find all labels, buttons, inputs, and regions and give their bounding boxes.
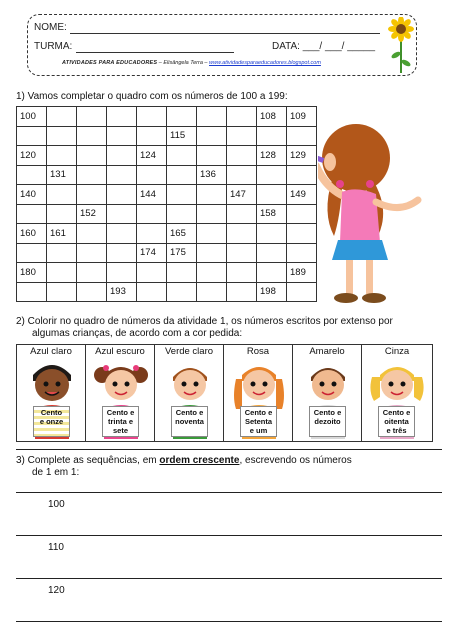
- credits: [62, 60, 321, 66]
- grid-cell[interactable]: [17, 126, 47, 146]
- number-sign: [102, 406, 139, 437]
- grid-cell[interactable]: 120: [17, 146, 47, 166]
- grid-cell[interactable]: [47, 146, 77, 166]
- grid-cell[interactable]: 174: [137, 243, 167, 263]
- kid-card-azul-escuro: [86, 345, 155, 441]
- grid-cell[interactable]: [137, 204, 167, 224]
- grid-cell[interactable]: 109: [287, 107, 317, 127]
- sign-line-2: e onze: [39, 417, 64, 426]
- grid-row: [17, 282, 317, 302]
- grid-cell[interactable]: 100: [17, 107, 47, 127]
- sign-line-3: sete: [112, 426, 128, 435]
- number-grid: [16, 106, 317, 302]
- color-label: Azul escuro: [95, 346, 145, 357]
- kid-card-cinza: [362, 345, 432, 441]
- grid-cell[interactable]: 124: [137, 146, 167, 166]
- sign-line-1: Cento e: [382, 408, 411, 417]
- girl-drawing-illustration: [318, 118, 430, 308]
- grid-cell[interactable]: 180: [17, 263, 47, 283]
- color-label: Amarelo: [309, 346, 345, 357]
- grid-row: [17, 146, 317, 166]
- nome-field[interactable]: [70, 33, 380, 34]
- grid-cell[interactable]: 158: [257, 204, 287, 224]
- question-1-text: 1) Vamos completar o quadro com os números de 100 a 199:: [16, 91, 288, 102]
- grid-row: [17, 243, 317, 263]
- grid-row: [17, 165, 317, 185]
- sequence-start-1: 100: [48, 499, 65, 510]
- grid-cell[interactable]: [47, 107, 77, 127]
- grid-cell[interactable]: [197, 126, 227, 146]
- grid-cell[interactable]: [167, 165, 197, 185]
- grid-cell[interactable]: [197, 204, 227, 224]
- grid-cell[interactable]: [257, 224, 287, 244]
- grid-row: [17, 204, 317, 224]
- grid-cell[interactable]: [77, 243, 107, 263]
- grid-cell[interactable]: 189: [287, 263, 317, 283]
- grid-cell[interactable]: [287, 282, 317, 302]
- grid-cell[interactable]: [167, 282, 197, 302]
- grid-cell[interactable]: 128: [257, 146, 287, 166]
- grid-cell[interactable]: [107, 204, 137, 224]
- q3-prefix: 3) Complete as sequências, em: [16, 455, 157, 466]
- grid-cell[interactable]: 193: [107, 282, 137, 302]
- sunflower-icon: [388, 17, 414, 73]
- question-2-line2: algumas crianças, de acordo com a cor pedida:: [32, 328, 243, 339]
- grid-cell[interactable]: [197, 282, 227, 302]
- number-sign: [378, 406, 415, 437]
- question-3-line1: [16, 455, 352, 467]
- turma-label: TURMA:: [34, 41, 73, 52]
- grid-cell[interactable]: 149: [287, 185, 317, 205]
- grid-cell[interactable]: 136: [197, 165, 227, 185]
- grid-cell[interactable]: [227, 107, 257, 127]
- grid-cell[interactable]: [167, 185, 197, 205]
- grid-cell[interactable]: [257, 165, 287, 185]
- grid-cell[interactable]: [287, 224, 317, 244]
- grid-cell[interactable]: [227, 126, 257, 146]
- grid-cell[interactable]: [77, 185, 107, 205]
- kid-card-amarelo: [293, 345, 362, 441]
- grid-cell[interactable]: [227, 204, 257, 224]
- grid-cell[interactable]: [257, 263, 287, 283]
- sequence-answer-line[interactable]: [16, 578, 442, 579]
- sign-line-2: oitenta: [384, 417, 409, 426]
- grid-cell[interactable]: 198: [257, 282, 287, 302]
- grid-cell[interactable]: [287, 126, 317, 146]
- grid-cell[interactable]: [287, 204, 317, 224]
- sign-line-3: e três: [386, 426, 407, 435]
- grid-cell[interactable]: [77, 282, 107, 302]
- grid-cell[interactable]: [227, 224, 257, 244]
- grid-cell[interactable]: [107, 224, 137, 244]
- grid-cell[interactable]: [257, 126, 287, 146]
- number-sign: [33, 406, 70, 437]
- turma-field[interactable]: [76, 52, 234, 53]
- kids-strip: [16, 344, 433, 442]
- q3-suffix: , escrevendo os números: [239, 455, 352, 466]
- grid-cell[interactable]: [47, 126, 77, 146]
- grid-cell[interactable]: 175: [167, 243, 197, 263]
- grid-cell[interactable]: [77, 107, 107, 127]
- grid-cell[interactable]: [77, 146, 107, 166]
- credits-title: ATIVIDADES PARA EDUCADORES: [62, 60, 158, 66]
- grid-cell[interactable]: [227, 165, 257, 185]
- grid-cell[interactable]: [287, 165, 317, 185]
- grid-cell[interactable]: [77, 126, 107, 146]
- grid-cell[interactable]: [107, 263, 137, 283]
- sign-line-2: noventa: [175, 417, 204, 426]
- sign-line-1: Cento e: [175, 408, 204, 417]
- kid-card-rosa: [224, 345, 293, 441]
- credits-author: – Elisângela Terra –: [157, 60, 210, 66]
- grid-cell[interactable]: 147: [227, 185, 257, 205]
- grid-cell[interactable]: [107, 243, 137, 263]
- grid-cell[interactable]: [137, 224, 167, 244]
- grid-cell[interactable]: 131: [47, 165, 77, 185]
- grid-cell[interactable]: [17, 282, 47, 302]
- grid-cell[interactable]: [107, 126, 137, 146]
- sequence-start-3: 120: [48, 585, 65, 596]
- number-sign: [309, 406, 346, 437]
- grid-cell[interactable]: [197, 224, 227, 244]
- grid-cell[interactable]: [77, 165, 107, 185]
- sequence-answer-line[interactable]: [16, 535, 442, 536]
- grid-cell[interactable]: [167, 204, 197, 224]
- grid-cell[interactable]: 165: [167, 224, 197, 244]
- grid-row: [17, 126, 317, 146]
- grid-cell[interactable]: 152: [77, 204, 107, 224]
- grid-cell[interactable]: 161: [47, 224, 77, 244]
- color-label: Cinza: [384, 346, 410, 357]
- grid-cell[interactable]: [17, 165, 47, 185]
- grid-cell[interactable]: [77, 224, 107, 244]
- color-label: Rosa: [246, 346, 270, 357]
- question-3-line2: de 1 em 1:: [32, 467, 80, 478]
- question-2-line1: 2) Colorir no quadro de números da atividade 1, os números escritos por extenso por: [16, 316, 393, 327]
- grid-cell[interactable]: [167, 146, 197, 166]
- sign-line-3: e um: [249, 426, 268, 435]
- color-label: Verde claro: [164, 346, 214, 357]
- grid-cell[interactable]: [137, 165, 167, 185]
- grid-cell[interactable]: [227, 146, 257, 166]
- kid-card-azul-claro: [17, 345, 86, 441]
- grid-cell[interactable]: [137, 126, 167, 146]
- grid-cell[interactable]: [227, 263, 257, 283]
- grid-cell[interactable]: [137, 107, 167, 127]
- grid-cell[interactable]: [17, 204, 47, 224]
- grid-cell[interactable]: [107, 146, 137, 166]
- sequence-line: [16, 492, 442, 493]
- grid-row: [17, 185, 317, 205]
- grid-cell[interactable]: [47, 204, 77, 224]
- grid-cell[interactable]: [167, 263, 197, 283]
- grid-cell[interactable]: [47, 282, 77, 302]
- grid-cell[interactable]: 140: [17, 185, 47, 205]
- sign-line-1: Cento e: [313, 408, 342, 417]
- grid-row: [17, 263, 317, 283]
- grid-cell[interactable]: 108: [257, 107, 287, 127]
- sign-line-1: Cento e: [106, 408, 135, 417]
- grid-cell[interactable]: [137, 282, 167, 302]
- number-sign: [240, 406, 277, 437]
- grid-cell[interactable]: [197, 243, 227, 263]
- grid-cell[interactable]: [197, 263, 227, 283]
- grid-cell[interactable]: 144: [137, 185, 167, 205]
- grid-cell[interactable]: [137, 263, 167, 283]
- sign-line-2: dezoito: [314, 417, 341, 426]
- sign-line-1: Cento e: [244, 408, 273, 417]
- grid-cell[interactable]: [197, 185, 227, 205]
- sequence-answer-line[interactable]: [16, 621, 442, 622]
- grid-cell[interactable]: [47, 243, 77, 263]
- grid-row: [17, 107, 317, 127]
- grid-cell[interactable]: [287, 243, 317, 263]
- grid-cell[interactable]: 115: [167, 126, 197, 146]
- color-label: Azul claro: [30, 346, 72, 357]
- grid-cell[interactable]: [197, 146, 227, 166]
- q3-emphasis: ordem crescente: [159, 455, 240, 466]
- sign-line-1: Cento: [40, 408, 63, 417]
- data-label: DATA: ___/ ___/ _____: [272, 41, 376, 52]
- grid-cell[interactable]: [227, 282, 257, 302]
- nome-label: NOME:: [34, 22, 67, 33]
- grid-cell[interactable]: [17, 243, 47, 263]
- grid-cell[interactable]: [257, 243, 287, 263]
- sign-line-2: Setenta: [244, 417, 273, 426]
- grid-cell[interactable]: 160: [17, 224, 47, 244]
- grid-cell[interactable]: [107, 185, 137, 205]
- sign-line-2: trinta e: [107, 417, 133, 426]
- grid-cell[interactable]: [107, 165, 137, 185]
- grid-cell[interactable]: [107, 107, 137, 127]
- grid-cell[interactable]: [257, 185, 287, 205]
- sequence-start-2: 110: [48, 542, 64, 553]
- grid-cell[interactable]: [47, 185, 77, 205]
- credits-link[interactable]: www.atividadesparaeducadores.blogspot.com: [209, 60, 321, 66]
- grid-cell[interactable]: [167, 107, 197, 127]
- kid-card-verde-claro: [155, 345, 224, 441]
- grid-cell[interactable]: [227, 243, 257, 263]
- grid-cell[interactable]: [77, 263, 107, 283]
- section-divider: [16, 449, 442, 450]
- grid-cell[interactable]: 129: [287, 146, 317, 166]
- grid-row: [17, 224, 317, 244]
- grid-cell[interactable]: [197, 107, 227, 127]
- number-sign: [171, 406, 208, 437]
- grid-cell[interactable]: [47, 263, 77, 283]
